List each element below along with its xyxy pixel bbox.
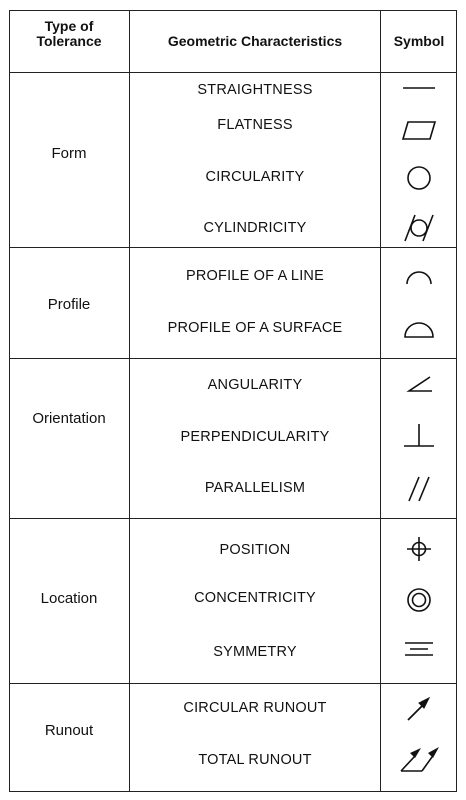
characteristic-total-runout: TOTAL RUNOUT: [198, 752, 312, 768]
type-location: Location: [40, 590, 98, 607]
characteristic-straightness: STRAIGHTNESS: [197, 82, 313, 98]
type-runout: Runout: [44, 722, 94, 739]
symmetry-icon: [381, 636, 457, 662]
perpendicularity-icon: [381, 421, 457, 451]
header-symbol: Symbol: [393, 33, 445, 49]
header-type-line2: Tolerance: [36, 33, 102, 49]
characteristic-cylindricity: CYLINDRICITY: [203, 220, 307, 236]
row-divider: [9, 518, 457, 519]
parallelism-icon: [381, 474, 457, 504]
row-divider: [9, 683, 457, 684]
header-type-line1: Type of: [44, 18, 94, 34]
characteristic-flatness: FLATNESS: [217, 117, 293, 133]
circular-runout-icon: [381, 694, 457, 724]
header-characteristics: Geometric Characteristics: [167, 33, 343, 49]
characteristic-symmetry: SYMMETRY: [213, 644, 297, 660]
characteristic-parallelism: PARALLELISM: [204, 480, 306, 496]
row-divider: [9, 247, 457, 248]
concentricity-icon: [381, 585, 457, 615]
characteristic-circularity: CIRCULARITY: [205, 169, 305, 185]
type-form: Form: [51, 145, 87, 162]
cylindricity-icon: [381, 212, 457, 244]
row-divider: [9, 358, 457, 359]
characteristic-angularity: ANGULARITY: [207, 377, 303, 393]
characteristic-position: POSITION: [219, 542, 291, 558]
header-type-of-tolerance: [9, 19, 129, 49]
characteristic-circular-runout: CIRCULAR RUNOUT: [183, 700, 327, 716]
straightness-icon: [381, 78, 457, 98]
header-divider: [9, 72, 457, 73]
characteristic-profile-surface: PROFILE OF A SURFACE: [167, 320, 343, 336]
profile-line-icon: [381, 262, 457, 288]
characteristic-profile-line: PROFILE OF A LINE: [186, 268, 324, 284]
characteristic-concentricity: CONCENTRICITY: [194, 590, 316, 606]
profile-surface-icon: [381, 315, 457, 341]
position-icon: [381, 535, 457, 563]
type-orientation: Orientation: [32, 410, 106, 427]
flatness-icon: [381, 119, 457, 143]
type-profile: Profile: [47, 296, 91, 313]
angularity-icon: [381, 372, 457, 398]
total-runout-icon: [381, 742, 457, 776]
circularity-icon: [381, 164, 457, 192]
characteristic-perpendicularity: PERPENDICULARITY: [180, 429, 330, 445]
